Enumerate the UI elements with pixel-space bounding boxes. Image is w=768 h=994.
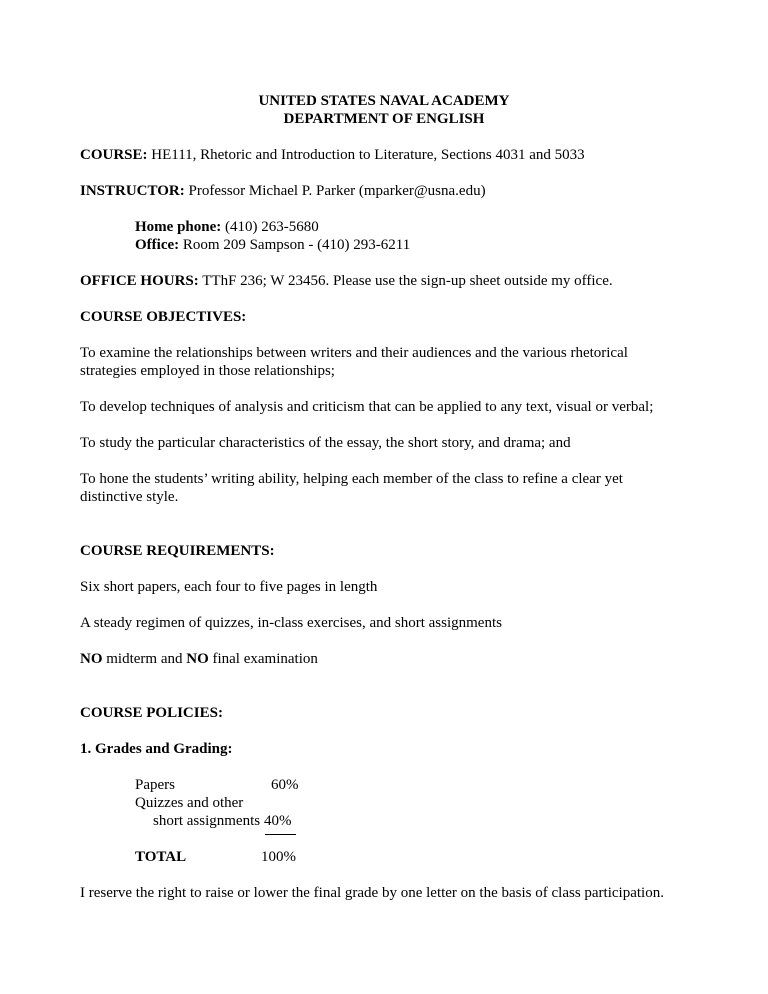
grade-quizzes-label-2: short assignments xyxy=(153,813,261,829)
grade-papers-label: Papers xyxy=(135,777,175,793)
course-line xyxy=(80,146,585,164)
requirement-3-end: final examination xyxy=(208,651,318,667)
objective-3: To study the particular characteristics of the essay, the short story, and drama; and xyxy=(80,435,571,451)
office-line xyxy=(135,236,410,254)
grade-quizzes-label-1: Quizzes and other xyxy=(135,795,244,811)
header-line-1: UNITED STATES NAVAL ACADEMY xyxy=(258,93,510,109)
policies-heading: COURSE POLICIES: xyxy=(80,705,223,721)
objective-4-line-1: To hone the students’ writing ability, helping each member of the class to refine a clear yet xyxy=(80,471,623,487)
objective-1-line-1: To examine the relationships between writers and their audiences and the various rhetorical xyxy=(80,345,628,361)
grade-quizzes-value: 40% xyxy=(264,813,292,829)
objectives-heading: COURSE OBJECTIVES: xyxy=(80,309,247,325)
grade-total-label: TOTAL xyxy=(135,849,187,865)
office-label: Office: xyxy=(135,237,180,253)
grades-section-heading: 1. Grades and Grading: xyxy=(80,741,233,757)
office-hours-label: OFFICE HOURS: xyxy=(80,273,199,289)
requirements-heading: COURSE REQUIREMENTS: xyxy=(80,543,275,559)
home-phone-value: (410) 263-5680 xyxy=(221,219,319,235)
requirement-2: A steady regimen of quizzes, in-class exercises, and short assignments xyxy=(80,615,502,631)
instructor-label: INSTRUCTOR: xyxy=(80,183,185,199)
header-line-2: DEPARTMENT OF ENGLISH xyxy=(283,111,485,127)
requirement-3-mid: midterm and xyxy=(102,651,187,667)
objective-4-line-2: distinctive style. xyxy=(80,489,179,505)
no-midterm-emphasis: NO xyxy=(80,651,103,667)
instructor-value: Professor Michael P. Parker (mparker@usna.edu) xyxy=(184,183,486,199)
office-value: Room 209 Sampson - (410) 293-6211 xyxy=(179,237,411,253)
no-final-emphasis: NO xyxy=(186,651,209,667)
office-hours-value: TThF 236; W 23456. Please use the sign-up sheet outside my office. xyxy=(198,273,613,289)
home-phone-line xyxy=(135,218,319,236)
grade-papers-value: 60% xyxy=(271,777,299,793)
requirement-3 xyxy=(80,650,318,668)
grade-total-value: 100% xyxy=(261,849,296,865)
requirement-1: Six short papers, each four to five pages in length xyxy=(80,579,378,595)
total-underline xyxy=(265,834,296,835)
course-label: COURSE: xyxy=(80,147,148,163)
home-phone-label: Home phone: xyxy=(135,219,222,235)
grade-note: I reserve the right to raise or lower the final grade by one letter on the basis of class participation. xyxy=(80,885,664,901)
instructor-line xyxy=(80,182,486,200)
office-hours-line xyxy=(80,272,613,290)
objective-2: To develop techniques of analysis and criticism that can be applied to any text, visual or verbal; xyxy=(80,399,654,415)
course-value: HE111, Rhetoric and Introduction to Literature, Sections 4031 and 5033 xyxy=(147,147,585,163)
objective-1-line-2: strategies employed in those relationships; xyxy=(80,363,335,379)
